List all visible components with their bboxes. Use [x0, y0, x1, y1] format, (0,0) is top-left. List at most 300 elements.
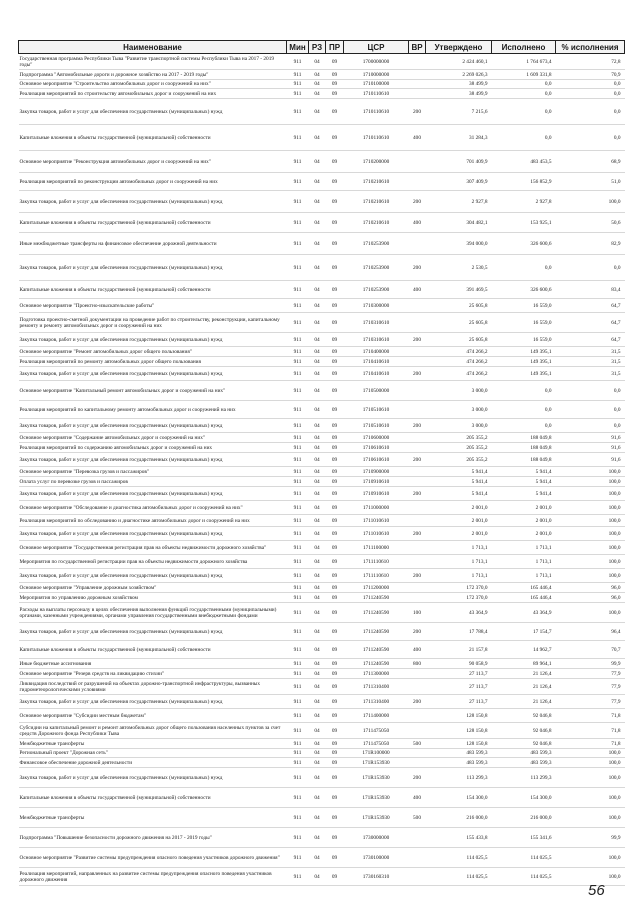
row-executed: 149 395,1	[530, 348, 552, 355]
row-rz: 04	[314, 81, 320, 87]
row-name: Закупка товаров, работ и услуг для обеспечения государственных (муниципальных) нужд	[19, 628, 223, 635]
row-name: Капитальные вложения в объекты государственной (муниципальной) собственности	[19, 134, 211, 141]
row-csr: 1711310400	[362, 683, 390, 690]
row-name: Закупка товаров, работ и услуг для обеспечения государственных (муниципальных) нужд	[19, 370, 223, 377]
row-pr: 09	[331, 422, 338, 429]
row-rz: 04	[314, 240, 320, 247]
row-min: 911	[293, 348, 302, 355]
row-min: 911	[293, 264, 302, 271]
row-vr: 200	[413, 198, 421, 205]
row-executed: 0,0	[544, 134, 552, 141]
row-min: 911	[293, 683, 302, 690]
row-vr	[409, 709, 426, 723]
table-row	[19, 723, 625, 739]
row-vr	[409, 70, 426, 80]
row-vr: 400	[413, 134, 421, 141]
row-approved: 5 941,4	[471, 478, 488, 485]
row-rz: 04	[314, 370, 320, 377]
row-name: Капитальные вложения в объекты государственной (муниципальной) собственности	[19, 794, 211, 801]
row-name: Реализация мероприятий по реконструкции автомобильных дорог и сооружений на них	[19, 178, 218, 185]
row-csr: 1710910610	[362, 478, 390, 485]
row-pr: 09	[331, 178, 338, 185]
table-row	[19, 583, 625, 593]
row-percent: 96,0	[611, 594, 621, 601]
row-executed: 188 049,8	[530, 444, 552, 451]
row-name: Основное мероприятие "Проектно-изыскательские работы"	[19, 302, 155, 309]
row-rz: 04	[314, 750, 320, 756]
row-vr: 200	[413, 336, 421, 343]
row-rz: 04	[314, 517, 320, 524]
row-percent: 99,9	[611, 660, 621, 667]
row-vr	[409, 749, 426, 758]
row-min: 911	[293, 584, 302, 591]
table-row	[19, 401, 625, 419]
row-vr: 200	[413, 698, 421, 705]
row-pr: 09	[331, 572, 338, 579]
table-row	[19, 669, 625, 679]
row-min: 911	[293, 670, 302, 677]
row-rz: 04	[314, 468, 320, 475]
table-row	[19, 213, 625, 233]
row-vr	[409, 541, 426, 555]
row-pr: 09	[331, 628, 338, 635]
row-csr: 1710210610	[362, 178, 390, 185]
table-body	[19, 54, 625, 886]
row-rz: 04	[314, 219, 320, 226]
row-pr: 09	[331, 219, 338, 226]
row-vr: 500	[413, 814, 421, 821]
row-approved: 474 266,2	[466, 358, 488, 365]
row-executed: 21 126,4	[532, 698, 552, 705]
row-percent: 70,9	[611, 71, 621, 78]
row-vr: 200	[413, 530, 421, 537]
row-rz: 04	[314, 358, 320, 365]
row-vr: 100	[413, 609, 421, 616]
row-csr: 1710910610	[362, 490, 390, 497]
row-vr: 400	[413, 286, 421, 293]
row-pr: 09	[331, 58, 338, 65]
row-executed: 1 713,1	[535, 572, 552, 579]
row-rz: 04	[314, 594, 320, 601]
row-approved: 1 713,1	[471, 544, 488, 551]
row-percent: 100,0	[608, 750, 621, 756]
row-csr: 1711010610	[362, 530, 390, 537]
row-min: 911	[293, 219, 302, 226]
row-csr: 1710110610	[362, 90, 390, 97]
row-executed: 1 609 331,8	[526, 71, 552, 78]
row-executed: 114 025,5	[530, 873, 552, 880]
row-executed: 1 713,1	[535, 544, 552, 551]
row-pr: 09	[331, 81, 338, 87]
row-rz: 04	[314, 444, 320, 451]
row-approved: 216 000,0	[466, 814, 488, 821]
row-csr: 1710100000	[362, 81, 390, 87]
row-approved: 2 927,8	[471, 198, 488, 205]
table-header-row	[19, 41, 625, 54]
row-percent: 100,0	[608, 504, 621, 511]
row-pr: 09	[331, 660, 338, 667]
row-csr: 1711475050	[362, 740, 390, 747]
table-row	[19, 191, 625, 213]
row-name: Капитальные вложения в объекты государственной (муниципальной) собственности	[19, 286, 211, 293]
table-row	[19, 299, 625, 313]
table-row	[19, 515, 625, 527]
row-percent: 77,9	[611, 698, 621, 705]
row-min: 911	[293, 444, 302, 451]
row-csr: 1710300000	[362, 302, 390, 309]
row-rz: 04	[314, 660, 320, 667]
row-percent: 100,0	[608, 814, 621, 821]
row-rz: 04	[314, 348, 320, 355]
row-vr	[409, 89, 426, 99]
row-name: Закупка товаров, работ и услуг для обеспечения государственных (муниципальных) нужд	[19, 774, 223, 781]
row-percent: 31,5	[611, 370, 621, 377]
row-percent: 31,5	[611, 348, 621, 355]
row-csr: 1711010610	[362, 517, 390, 524]
row-pr: 09	[331, 348, 338, 355]
row-pr: 09	[331, 740, 338, 747]
row-approved: 27 113,7	[469, 698, 488, 705]
row-min: 911	[293, 71, 302, 78]
table-row	[19, 868, 625, 886]
row-percent: 72,8	[611, 58, 621, 65]
row-percent: 100,0	[608, 873, 621, 880]
row-min: 911	[293, 660, 302, 667]
row-pr: 09	[331, 158, 338, 165]
row-name: Основное мероприятие "Развитие системы предупреждения опасного поведения участников дорожного движения"	[19, 854, 280, 861]
row-min: 911	[293, 609, 302, 616]
row-name: Реализация мероприятий, направленных на развитие системы предупреждения опасного поведения участников дорожного движения	[19, 870, 272, 883]
row-rz: 04	[314, 90, 320, 97]
row-name: Закупка товаров, работ и услуг для обеспечения государственных (муниципальных) нужд	[19, 264, 223, 271]
row-percent: 100,0	[608, 609, 621, 616]
row-pr: 09	[331, 854, 338, 861]
row-name: Закупка товаров, работ и услуг для обеспечения государственных (муниципальных) нужд	[19, 456, 223, 463]
row-approved: 90 058,9	[468, 660, 488, 667]
row-csr: 171R153930	[362, 774, 390, 781]
row-pr: 09	[331, 584, 338, 591]
row-csr: 1710610610	[362, 456, 390, 463]
table-row	[19, 443, 625, 453]
row-min: 911	[293, 478, 302, 485]
row-executed: 2 927,8	[535, 198, 552, 205]
row-pr: 09	[331, 594, 338, 601]
row-executed: 89 964,1	[532, 660, 552, 667]
row-executed: 92 046,8	[532, 727, 552, 734]
row-executed: 5 941,4	[535, 468, 552, 475]
row-approved: 31 284,3	[468, 134, 488, 141]
row-executed: 0,0	[544, 264, 552, 271]
row-approved: 154 300,0	[466, 794, 488, 801]
row-min: 911	[293, 572, 302, 579]
table-row	[19, 695, 625, 709]
row-name: Закупка товаров, работ и услуг для обеспечения государственных (муниципальных) нужд	[19, 198, 223, 205]
row-pr: 09	[331, 240, 338, 247]
row-rz: 04	[314, 478, 320, 485]
row-executed: 92 046,8	[532, 712, 552, 719]
row-executed: 2 001,0	[535, 530, 552, 537]
row-csr: 1711240590	[362, 646, 390, 653]
row-csr: 1710000000	[362, 71, 390, 78]
row-vr	[409, 299, 426, 313]
row-min: 911	[293, 517, 302, 524]
row-min: 911	[293, 387, 302, 394]
row-vr	[409, 583, 426, 593]
row-vr	[409, 477, 426, 487]
row-approved: 205 355,2	[466, 434, 488, 441]
row-percent: 100,0	[608, 517, 621, 524]
row-executed: 5 941,4	[535, 490, 552, 497]
header-csr: ЦСР	[344, 41, 409, 54]
header-rz: РЗ	[309, 41, 326, 54]
row-rz: 04	[314, 834, 320, 841]
row-csr: 1710510610	[362, 422, 390, 429]
row-csr: 1710253900	[362, 264, 390, 271]
row-vr	[409, 357, 426, 367]
row-pr: 09	[331, 504, 338, 511]
row-executed: 0,0	[544, 387, 552, 394]
row-min: 911	[293, 530, 302, 537]
row-name: Основное мероприятие "Субсидии местным бюджетам"	[19, 712, 147, 719]
row-name: Закупка товаров, работ и услуг для обеспечения государственных (муниципальных) нужд	[19, 422, 223, 429]
row-csr: 1710110610	[362, 108, 390, 115]
row-vr	[409, 593, 426, 603]
row-rz: 04	[314, 683, 320, 690]
row-min: 911	[293, 198, 302, 205]
row-approved: 27 113,7	[469, 683, 488, 690]
row-vr	[409, 515, 426, 527]
row-csr: 171R100000	[362, 750, 390, 756]
table-row	[19, 501, 625, 515]
row-approved: 128 150,8	[466, 712, 488, 719]
row-min: 911	[293, 108, 302, 115]
row-vr: 500	[413, 740, 421, 747]
row-name: Закупка товаров, работ и услуг для обеспечения государственных (муниципальных) нужд	[19, 490, 223, 497]
row-vr	[409, 173, 426, 191]
row-name: Основное мероприятие "Перевозка грузов и пассажиров"	[19, 468, 150, 475]
row-csr: 1710110610	[362, 134, 390, 141]
table-row	[19, 125, 625, 151]
row-percent: 0,0	[613, 108, 621, 115]
row-approved: 1 713,1	[471, 572, 488, 579]
row-rz: 04	[314, 628, 320, 635]
row-pr: 09	[331, 646, 338, 653]
row-percent: 0,0	[613, 81, 621, 87]
row-approved: 391 469,5	[466, 286, 488, 293]
row-rz: 04	[314, 422, 320, 429]
row-executed: 0,0	[544, 422, 552, 429]
row-pr: 09	[331, 544, 338, 551]
row-percent: 100,0	[608, 530, 621, 537]
row-executed: 21 126,4	[532, 683, 552, 690]
row-min: 911	[293, 712, 302, 719]
row-name: Реализация мероприятий по капитальному ремонту автомобильных дорог и сооружений на них	[19, 406, 236, 413]
row-pr: 09	[331, 286, 338, 293]
row-vr	[409, 868, 426, 886]
row-rz: 04	[314, 58, 320, 65]
row-rz: 04	[314, 814, 320, 821]
row-name: Мероприятия по управлению дорожным хозяйством	[19, 594, 138, 601]
row-approved: 155 433,8	[466, 834, 488, 841]
row-executed: 483 453,5	[530, 158, 552, 165]
row-percent: 100,0	[608, 572, 621, 579]
row-rz: 04	[314, 854, 320, 861]
row-executed: 16 559,0	[532, 319, 552, 326]
row-name: Подпрограмма "Автомобильные дороги и дорожное хозяйство на 2017 - 2019 годы"	[19, 71, 209, 78]
header-name: Наименование	[19, 41, 287, 54]
row-vr: 200	[413, 370, 421, 377]
row-vr: 200	[413, 628, 421, 635]
row-csr: 1710310610	[362, 336, 390, 343]
row-rz: 04	[314, 406, 320, 413]
row-pr: 09	[331, 750, 338, 756]
row-percent: 31,5	[611, 358, 621, 365]
table-row	[19, 453, 625, 467]
table-row	[19, 255, 625, 281]
header-approved: Утверждено	[426, 41, 492, 54]
row-vr	[409, 669, 426, 679]
table-row	[19, 89, 625, 99]
table-row	[19, 173, 625, 191]
table-row	[19, 788, 625, 808]
row-rz: 04	[314, 178, 320, 185]
row-min: 911	[293, 794, 302, 801]
row-name: Финансовое обеспечение дорожной деятельности	[19, 759, 133, 766]
row-pr: 09	[331, 456, 338, 463]
table-row	[19, 541, 625, 555]
row-min: 911	[293, 558, 302, 565]
row-vr	[409, 758, 426, 768]
row-pr: 09	[331, 794, 338, 801]
row-pr: 09	[331, 558, 338, 565]
table-row	[19, 333, 625, 347]
row-percent: 99,9	[611, 834, 621, 841]
row-executed: 216 000,0	[530, 814, 552, 821]
row-min: 911	[293, 358, 302, 365]
row-rz: 04	[314, 740, 320, 747]
row-csr: 1730160310	[362, 873, 390, 880]
row-name: Расходы на выплаты персоналу в целях обеспечения выполнения функций государственными (муниципальными) органами, казенными учреждениями, органами управления государственными внебюджетными фондами	[19, 606, 277, 619]
row-name: Оплата услуг по перевозке грузов и пассажиров	[19, 478, 128, 485]
row-percent: 100,0	[608, 478, 621, 485]
table-row	[19, 569, 625, 583]
row-rz: 04	[314, 336, 320, 343]
table-row	[19, 603, 625, 623]
row-name: Закупка товаров, работ и услуг для обеспечения государственных (муниципальных) нужд	[19, 336, 223, 343]
row-csr: 171R153930	[362, 814, 390, 821]
row-executed: 2 001,0	[535, 517, 552, 524]
row-approved: 3 000,0	[471, 387, 488, 394]
row-executed: 21 126,4	[532, 670, 552, 677]
row-percent: 91,6	[611, 434, 621, 441]
row-name: Основное мероприятие "Обследование и диагностика автомобильных дорог и сооружений на них"	[19, 504, 243, 511]
row-name: Основное мероприятие "Ремонт автомобильных дорог общего пользования"	[19, 348, 192, 355]
table-row	[19, 151, 625, 173]
row-csr: 1711240590	[362, 594, 390, 601]
row-min: 911	[293, 81, 302, 87]
row-approved: 2 530,5	[471, 264, 488, 271]
table-row	[19, 233, 625, 255]
row-approved: 38 499,9	[468, 81, 488, 87]
row-csr: 1710900000	[362, 468, 390, 475]
row-vr: 200	[413, 264, 421, 271]
row-name: Капитальные вложения в объекты государственной (муниципальной) собственности	[19, 646, 211, 653]
row-vr: 400	[413, 219, 421, 226]
table-row	[19, 709, 625, 723]
row-executed: 1 713,1	[535, 558, 552, 565]
header-vr: ВР	[409, 41, 426, 54]
header-pr: ПР	[326, 41, 344, 54]
row-csr: 1711400000	[362, 712, 390, 719]
row-pr: 09	[331, 609, 338, 616]
row-pr: 09	[331, 387, 338, 394]
row-executed: 188 049,8	[530, 456, 552, 463]
row-min: 911	[293, 319, 302, 326]
row-name: Основное мероприятие "Государственная регистрация прав на объекты недвижимости дорожного хозяйства"	[19, 544, 267, 551]
row-vr	[409, 347, 426, 357]
row-vr	[409, 828, 426, 848]
row-executed: 326 600,6	[530, 240, 552, 247]
row-rz: 04	[314, 490, 320, 497]
table-row	[19, 739, 625, 749]
row-name: Мероприятия по государственной регистрации прав на объекты недвижимости дорожного хозяйства	[19, 558, 248, 565]
table-row	[19, 527, 625, 541]
row-percent: 96,4	[611, 628, 621, 635]
row-csr: 1730100000	[362, 854, 390, 861]
row-executed: 483 599,3	[530, 759, 552, 766]
row-percent: 83,4	[611, 286, 621, 293]
row-min: 911	[293, 158, 302, 165]
row-approved: 474 266,2	[466, 370, 488, 377]
row-vr: 200	[413, 572, 421, 579]
row-csr: 171R153930	[362, 759, 390, 766]
row-approved: 205 355,2	[466, 456, 488, 463]
row-csr: 1711300000	[362, 670, 390, 677]
table-row	[19, 659, 625, 669]
row-csr: 1700000000	[362, 58, 390, 65]
row-name: Реализация мероприятий по строительству автомобильных дорог и сооружений на них	[19, 90, 217, 97]
table-row	[19, 281, 625, 299]
row-percent: 77,9	[611, 683, 621, 690]
table-row	[19, 357, 625, 367]
row-vr: 200	[413, 456, 421, 463]
row-percent: 100,0	[608, 794, 621, 801]
row-pr: 09	[331, 319, 338, 326]
row-vr	[409, 443, 426, 453]
row-vr	[409, 54, 426, 70]
row-approved: 701 409,9	[466, 158, 488, 165]
row-csr: 1711240590	[362, 609, 390, 616]
row-pr: 09	[331, 108, 338, 115]
row-rz: 04	[314, 712, 320, 719]
row-percent: 77,9	[611, 670, 621, 677]
row-vr	[409, 401, 426, 419]
budget-execution-table	[18, 40, 624, 886]
row-csr: 1711310400	[362, 698, 390, 705]
row-csr: 1710600000	[362, 434, 390, 441]
table-row	[19, 419, 625, 433]
row-approved: 3 000,0	[471, 422, 488, 429]
table-row	[19, 848, 625, 868]
row-pr: 09	[331, 468, 338, 475]
row-pr: 09	[331, 670, 338, 677]
row-pr: 09	[331, 198, 338, 205]
row-min: 911	[293, 468, 302, 475]
row-executed: 113 299,3	[530, 774, 552, 781]
row-vr: 200	[413, 422, 421, 429]
row-min: 911	[293, 240, 302, 247]
row-executed: 16 559,0	[532, 336, 552, 343]
